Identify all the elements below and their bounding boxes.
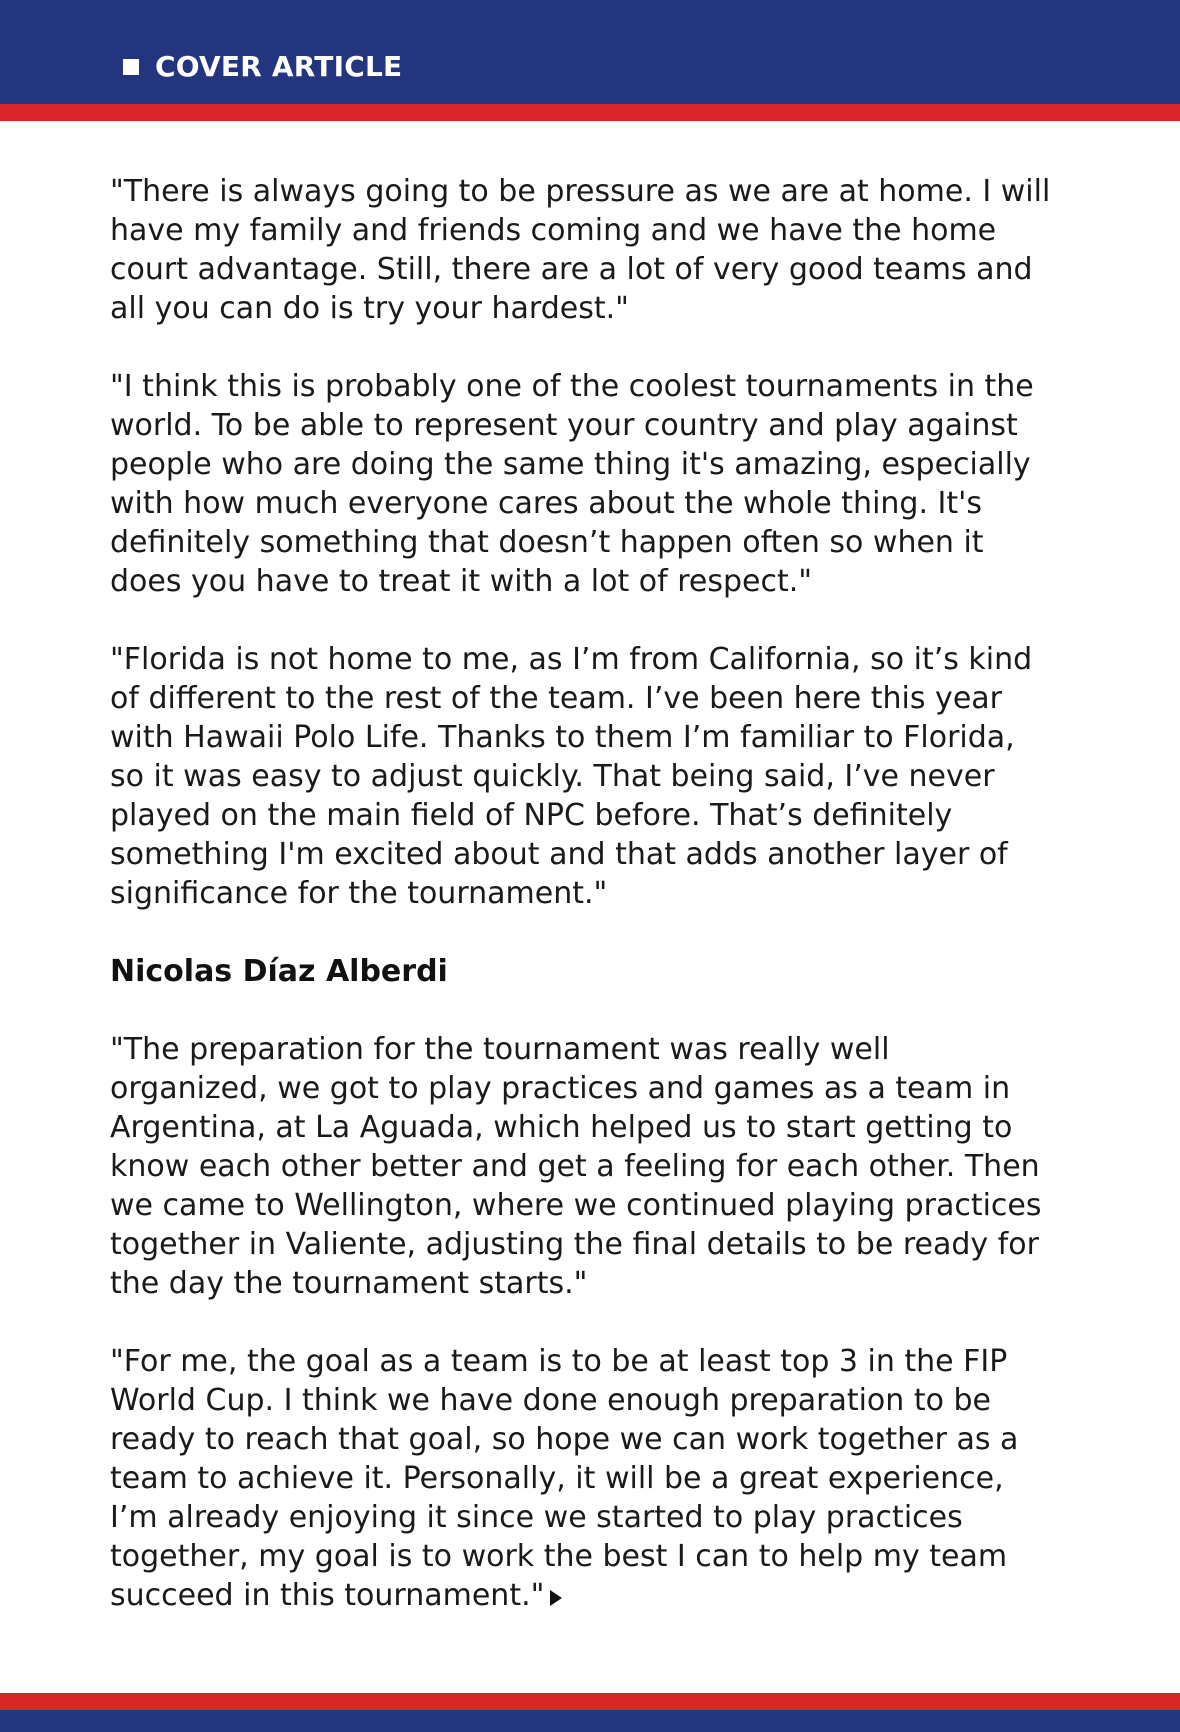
section-label-text: COVER ARTICLE bbox=[155, 50, 403, 83]
article-paragraph-last bbox=[110, 1342, 1110, 1615]
section-label bbox=[123, 50, 402, 83]
article-paragraph: "Florida is not home to me, as I’m from California, so it’s kind of different to the rest of the team. I’ve been here this year with Hawaii Polo Life. Thanks to them I’m familiar to Florida, so it was easy to adjust quickly. That being said, I’ve never played on the main field of NPC before. That’s definitely something I'm excited about and that adds another layer of significance for the tournament." bbox=[110, 642, 1033, 911]
article-paragraph: "I think this is probably one of the coolest tournaments in the world. To be able to represent your country and play against people who are doing the same thing it's amazing, especially with how much everyone cares about the whole thing. It's definitely something that doesn’t happen often so when it does you have to treat it with a lot of respect." bbox=[110, 369, 1034, 599]
square-bullet-icon bbox=[123, 59, 139, 75]
article-paragraph: "The preparation for the tournament was really well organized, we got to play practices and games as a team in Argentina, at La Aguada, which helped us to start getting to know each other better and get a feeling for each other. Then we came to Wellington, where we continued playing practices together in Valiente, adjusting the final details to be ready for the day the tournament starts." bbox=[110, 1032, 1042, 1301]
end-triangle-icon bbox=[550, 1590, 562, 1606]
article-body bbox=[110, 172, 1110, 1654]
footer-band bbox=[0, 1710, 1180, 1732]
article-paragraph-text: "For me, the goal as a team is to be at least top 3 in the FIP World Cup. I think we have done enough preparation to be ready to reach that goal, so hope we can work together as a team to achieve it. Personally, it will be a great experience, I’m already enjoying it since we started to play practices together, my goal is to work the best I can to help my team succeed in this tournament." bbox=[110, 1344, 1019, 1613]
speaker-name: Nicolas Díaz Alberdi bbox=[110, 954, 448, 989]
footer-red-stripe bbox=[0, 1693, 1180, 1710]
article-paragraph: "There is always going to be pressure as we are at home. I will have my family and friends coming and we have the home court advantage. Still, there are a lot of very good teams and all you can do is try your hardest." bbox=[110, 174, 1051, 326]
header-red-stripe bbox=[0, 104, 1180, 121]
